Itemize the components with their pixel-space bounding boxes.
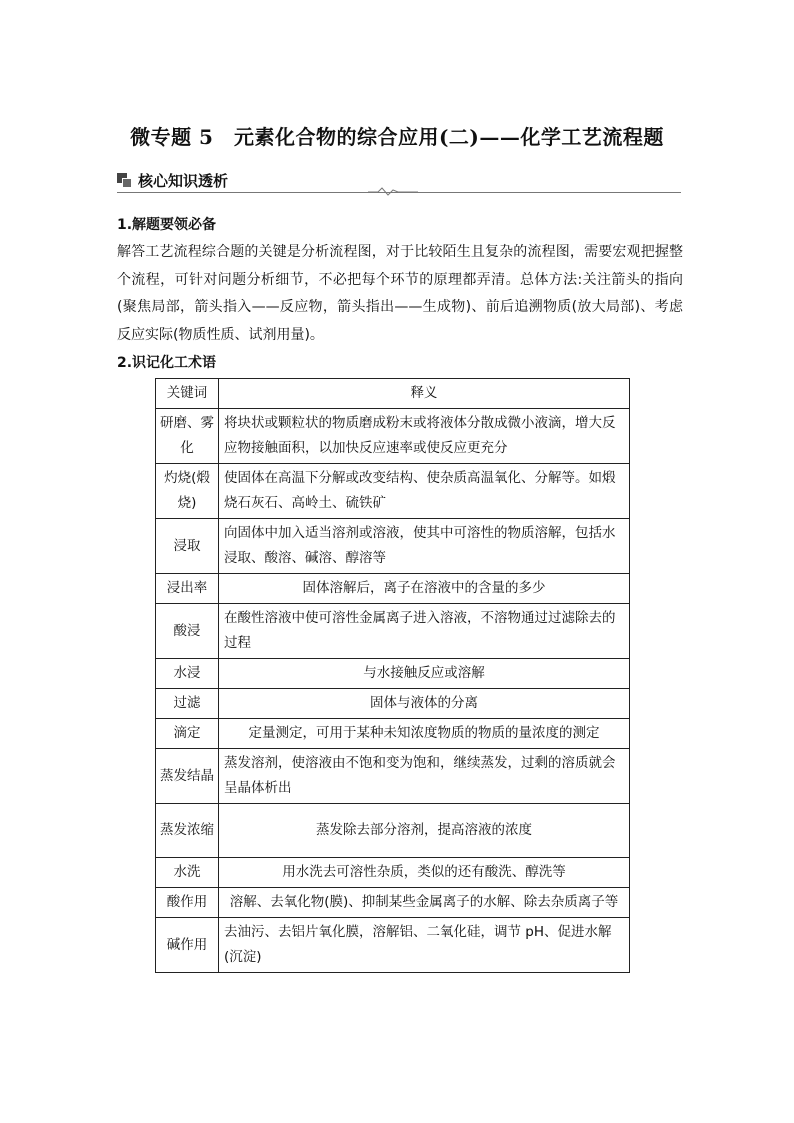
term-meaning: 蒸发溶剂，使溶液由不饱和变为饱和，继续蒸发，过剩的溶质就会呈晶体析出 [219, 749, 630, 804]
table-row [156, 659, 630, 689]
term-keyword: 滴定 [156, 719, 219, 749]
term-meaning: 在酸性溶液中使可溶性金属离子进入溶液，不溶物通过过滤除去的过程 [219, 604, 630, 659]
table-row [156, 749, 630, 804]
term-keyword: 浸取 [156, 519, 219, 574]
table-row [156, 409, 630, 464]
term-keyword: 研磨、雾化 [156, 409, 219, 464]
table-row [156, 574, 630, 604]
terms-table [155, 378, 630, 973]
part1-paragraph: 解答工艺流程综合题的关键是分析流程图，对于比较陌生且复杂的流程图，需要宏观把握整个流程，可针对问题分析细节，不必把每个环节的原理都弄清。总体方法:关注箭头的指向(聚焦局部，箭头指入——反应物，箭头指出——生成物)、前后追溯物质(放大局部)、考虑反应实际(物质性质、试剂用量)。 [117, 244, 683, 343]
term-meaning: 固体与液体的分离 [219, 689, 630, 719]
term-keyword: 水洗 [156, 858, 219, 888]
divider-zigzag-icon [368, 186, 418, 196]
header-keyword: 关键词 [156, 379, 219, 409]
term-meaning: 用水洗去可溶性杂质，类似的还有酸洗、醇洗等 [219, 858, 630, 888]
table-row [156, 888, 630, 918]
term-meaning: 将块状或颗粒状的物质磨成粉末或将液体分散成微小液滴，增大反应物接触面积，以加快反应速率或使反应更充分 [219, 409, 630, 464]
page-title: 微专题 5 元素化合物的综合应用(二)——化学工艺流程题 [130, 125, 664, 149]
header-meaning: 释义 [219, 379, 630, 409]
term-meaning: 使固体在高温下分解或改变结构、使杂质高温氧化、分解等。如煅烧石灰石、高岭土、硫铁矿 [219, 464, 630, 519]
table-header-row [156, 379, 630, 409]
table-row [156, 858, 630, 888]
term-meaning: 去油污、去铝片氧化膜，溶解铝、二氧化硅，调节 pH、促进水解(沉淀) [219, 918, 630, 973]
section-square-icon [117, 173, 132, 188]
section-title: 核心知识透析 [138, 171, 229, 190]
terms-table-body [156, 379, 630, 973]
table-row [156, 719, 630, 749]
term-meaning: 与水接触反应或溶解 [219, 659, 630, 689]
table-row [156, 519, 630, 574]
table-row [156, 604, 630, 659]
term-meaning: 溶解、去氧化物(膜)、抑制某些金属离子的水解、除去杂质离子等 [219, 888, 630, 918]
term-keyword: 酸浸 [156, 604, 219, 659]
part2-heading: 2.识记化工术语 [117, 355, 217, 371]
term-meaning: 定量测定，可用于某种未知浓度物质的物质的量浓度的测定 [219, 719, 630, 749]
term-keyword: 灼烧(煅烧) [156, 464, 219, 519]
term-keyword: 蒸发浓缩 [156, 804, 219, 858]
term-keyword: 蒸发结晶 [156, 749, 219, 804]
table-row [156, 804, 630, 858]
term-meaning: 固体溶解后，离子在溶液中的含量的多少 [219, 574, 630, 604]
section-header [117, 170, 228, 190]
term-keyword: 浸出率 [156, 574, 219, 604]
term-meaning: 蒸发除去部分溶剂，提高溶液的浓度 [219, 804, 630, 858]
term-meaning: 向固体中加入适当溶剂或溶液，使其中可溶性的物质溶解，包括水浸取、酸溶、碱溶、醇溶等 [219, 519, 630, 574]
term-keyword: 过滤 [156, 689, 219, 719]
term-keyword: 水浸 [156, 659, 219, 689]
table-row [156, 464, 630, 519]
table-row [156, 918, 630, 973]
term-keyword: 酸作用 [156, 888, 219, 918]
term-keyword: 碱作用 [156, 918, 219, 973]
table-row [156, 689, 630, 719]
part1-heading: 1.解题要领必备 [117, 217, 217, 233]
